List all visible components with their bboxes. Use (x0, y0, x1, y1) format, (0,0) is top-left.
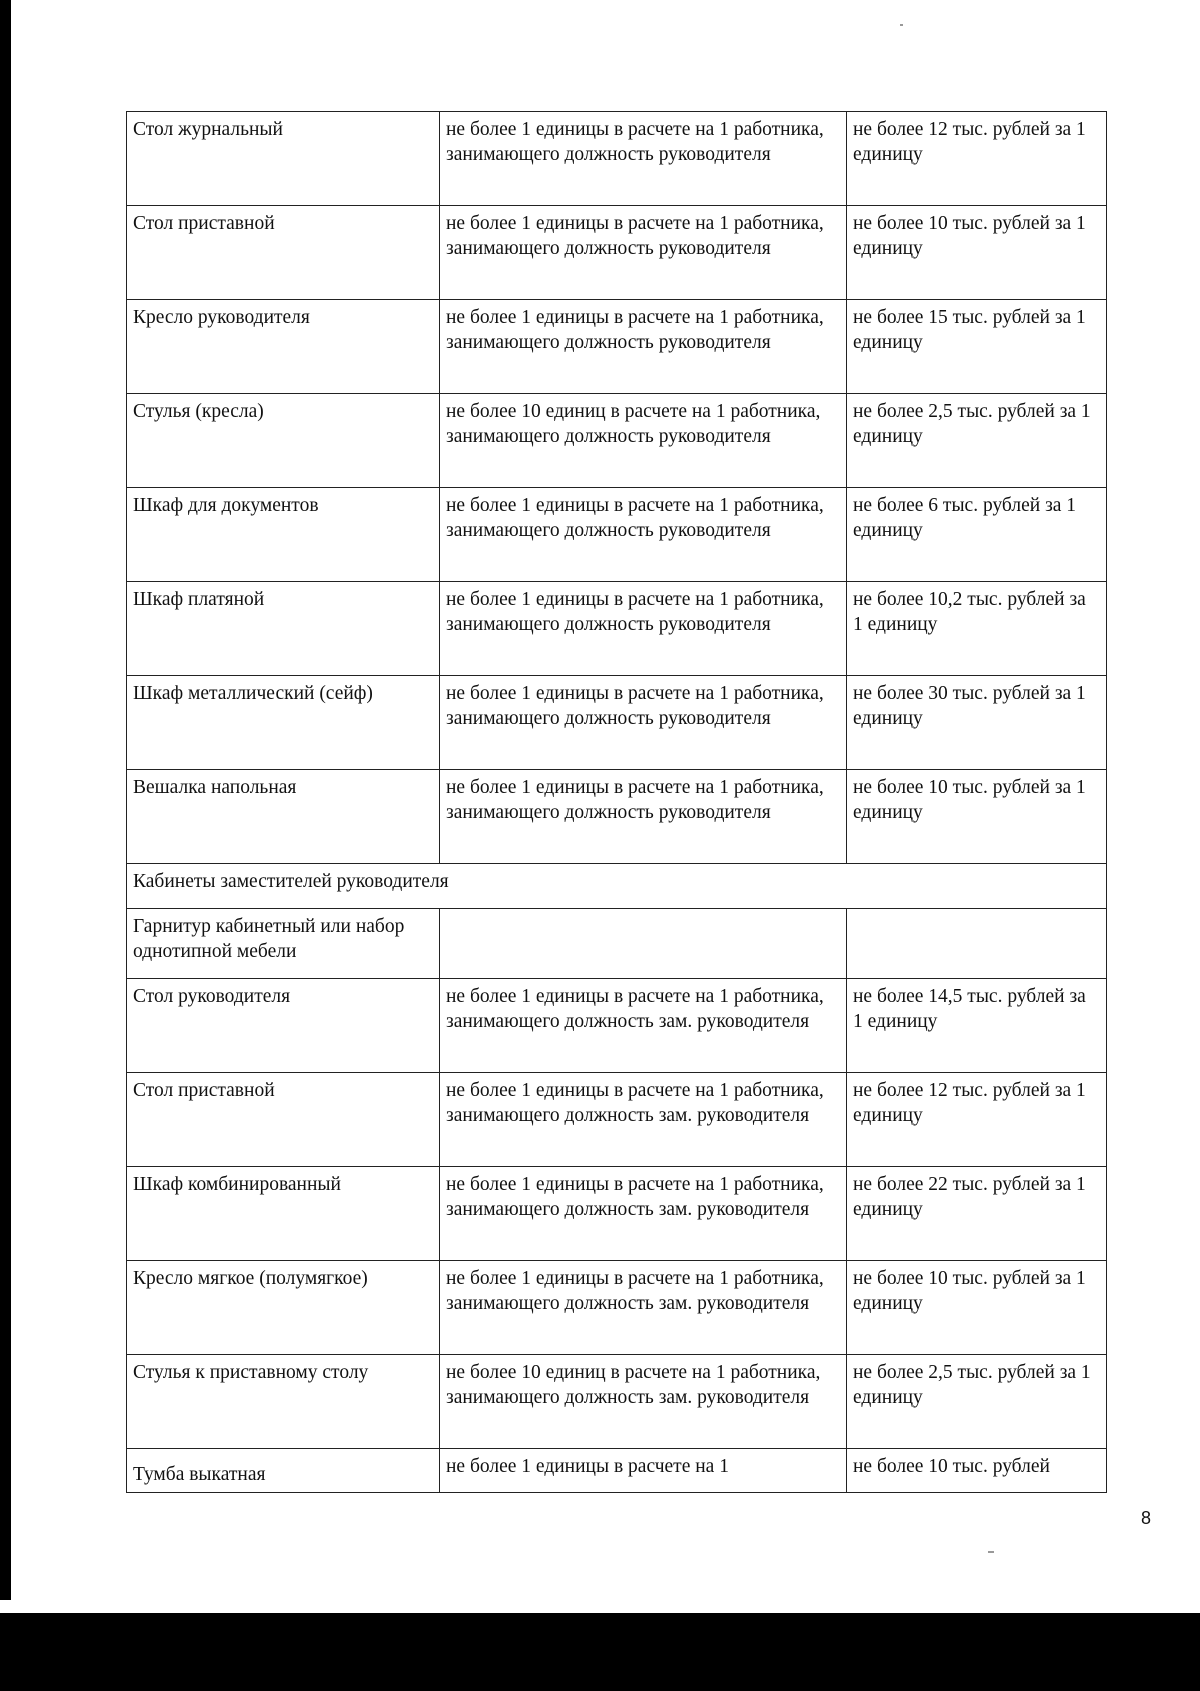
table-row (127, 1261, 1107, 1355)
scan-speck (900, 24, 903, 26)
item-quantity-cell: не более 1 единицы в расчете на 1 работника, занимающего должность руководителя (440, 676, 847, 770)
scan-left-edge (0, 0, 11, 1600)
table-row (127, 770, 1107, 864)
item-quantity-cell: не более 1 единицы в расчете на 1 работника, занимающего должность зам. руководителя (440, 1261, 847, 1355)
table-row (127, 206, 1107, 300)
item-name-cell: Стулья (кресла) (127, 394, 440, 488)
item-price-cell: не более 14,5 тыс. рублей за 1 единицу (847, 979, 1107, 1073)
item-name-cell: Шкаф металлический (сейф) (127, 676, 440, 770)
item-quantity-cell: не более 1 единицы в расчете на 1 работника, занимающего должность руководителя (440, 488, 847, 582)
item-price-cell: не более 6 тыс. рублей за 1 единицу (847, 488, 1107, 582)
item-price-cell: не более 10 тыс. рублей (847, 1449, 1107, 1493)
item-price-cell: не более 2,5 тыс. рублей за 1 единицу (847, 394, 1107, 488)
item-price-cell: не более 10 тыс. рублей за 1 единицу (847, 206, 1107, 300)
table-row (127, 582, 1107, 676)
table-row (127, 1167, 1107, 1261)
item-price-cell: не более 2,5 тыс. рублей за 1 единицу (847, 1355, 1107, 1449)
table-row (127, 112, 1107, 206)
item-name-cell: Вешалка напольная (127, 770, 440, 864)
item-name-cell: Стол приставной (127, 1073, 440, 1167)
table-row (127, 1073, 1107, 1167)
item-price-cell: не более 10 тыс. рублей за 1 единицу (847, 770, 1107, 864)
scan-speck (988, 1551, 994, 1553)
table-row (127, 909, 1107, 979)
table-row (127, 979, 1107, 1073)
item-price-cell: не более 10,2 тыс. рублей за 1 единицу (847, 582, 1107, 676)
item-price-cell: не более 15 тыс. рублей за 1 единицу (847, 300, 1107, 394)
item-quantity-cell: не более 1 единицы в расчете на 1 работника, занимающего должность зам. руководителя (440, 1167, 847, 1261)
item-name-cell: Кресло руководителя (127, 300, 440, 394)
item-name-cell: Шкаф для документов (127, 488, 440, 582)
scan-bottom-bar (0, 1613, 1200, 1691)
item-quantity-cell: не более 1 единицы в расчете на 1 работника, занимающего должность руководителя (440, 112, 847, 206)
item-price-cell: не более 22 тыс. рублей за 1 единицу (847, 1167, 1107, 1261)
item-name-cell: Тумба выкатная (127, 1449, 440, 1493)
item-quantity-cell: не более 1 единицы в расчете на 1 работника, занимающего должность зам. руководителя (440, 979, 847, 1073)
table-row (127, 1355, 1107, 1449)
table-row (127, 488, 1107, 582)
item-name-cell: Гарнитур кабинетный или набор однотипной мебели (127, 909, 440, 979)
item-name-cell: Стол журнальный (127, 112, 440, 206)
item-quantity-cell: не более 1 единицы в расчете на 1 работника, занимающего должность руководителя (440, 206, 847, 300)
item-name-cell: Кресло мягкое (полумягкое) (127, 1261, 440, 1355)
item-quantity-cell: не более 1 единицы в расчете на 1 работника, занимающего должность руководителя (440, 770, 847, 864)
item-price-cell: не более 30 тыс. рублей за 1 единицу (847, 676, 1107, 770)
table-row (127, 300, 1107, 394)
table-body (127, 112, 1107, 1493)
item-price-cell: не более 12 тыс. рублей за 1 единицу (847, 1073, 1107, 1167)
page-number: 8 (1141, 1508, 1152, 1528)
item-name-cell: Шкаф платяной (127, 582, 440, 676)
section-row (127, 864, 1107, 909)
item-name-cell: Стол приставной (127, 206, 440, 300)
item-quantity-cell: не более 1 единицы в расчете на 1 работника, занимающего должность руководителя (440, 582, 847, 676)
table-row (127, 394, 1107, 488)
item-quantity-cell (440, 909, 847, 979)
item-name-cell: Шкаф комбинированный (127, 1167, 440, 1261)
item-quantity-cell: не более 1 единицы в расчете на 1 работника, занимающего должность зам. руководителя (440, 1073, 847, 1167)
item-quantity-cell: не более 1 единицы в расчете на 1 (440, 1449, 847, 1493)
item-price-cell (847, 909, 1107, 979)
item-quantity-cell: не более 10 единиц в расчете на 1 работника, занимающего должность зам. руководителя (440, 1355, 847, 1449)
item-quantity-cell: не более 1 единицы в расчете на 1 работника, занимающего должность руководителя (440, 300, 847, 394)
item-price-cell: не более 12 тыс. рублей за 1 единицу (847, 112, 1107, 206)
section-title: Кабинеты заместителей руководителя (127, 864, 1107, 909)
item-price-cell: не более 10 тыс. рублей за 1 единицу (847, 1261, 1107, 1355)
table-row (127, 676, 1107, 770)
item-quantity-cell: не более 10 единиц в расчете на 1 работника, занимающего должность руководителя (440, 394, 847, 488)
item-name-cell: Стулья к приставному столу (127, 1355, 440, 1449)
item-name-cell: Стол руководителя (127, 979, 440, 1073)
furniture-norms-table (126, 111, 1107, 1493)
table-row (127, 1449, 1107, 1493)
